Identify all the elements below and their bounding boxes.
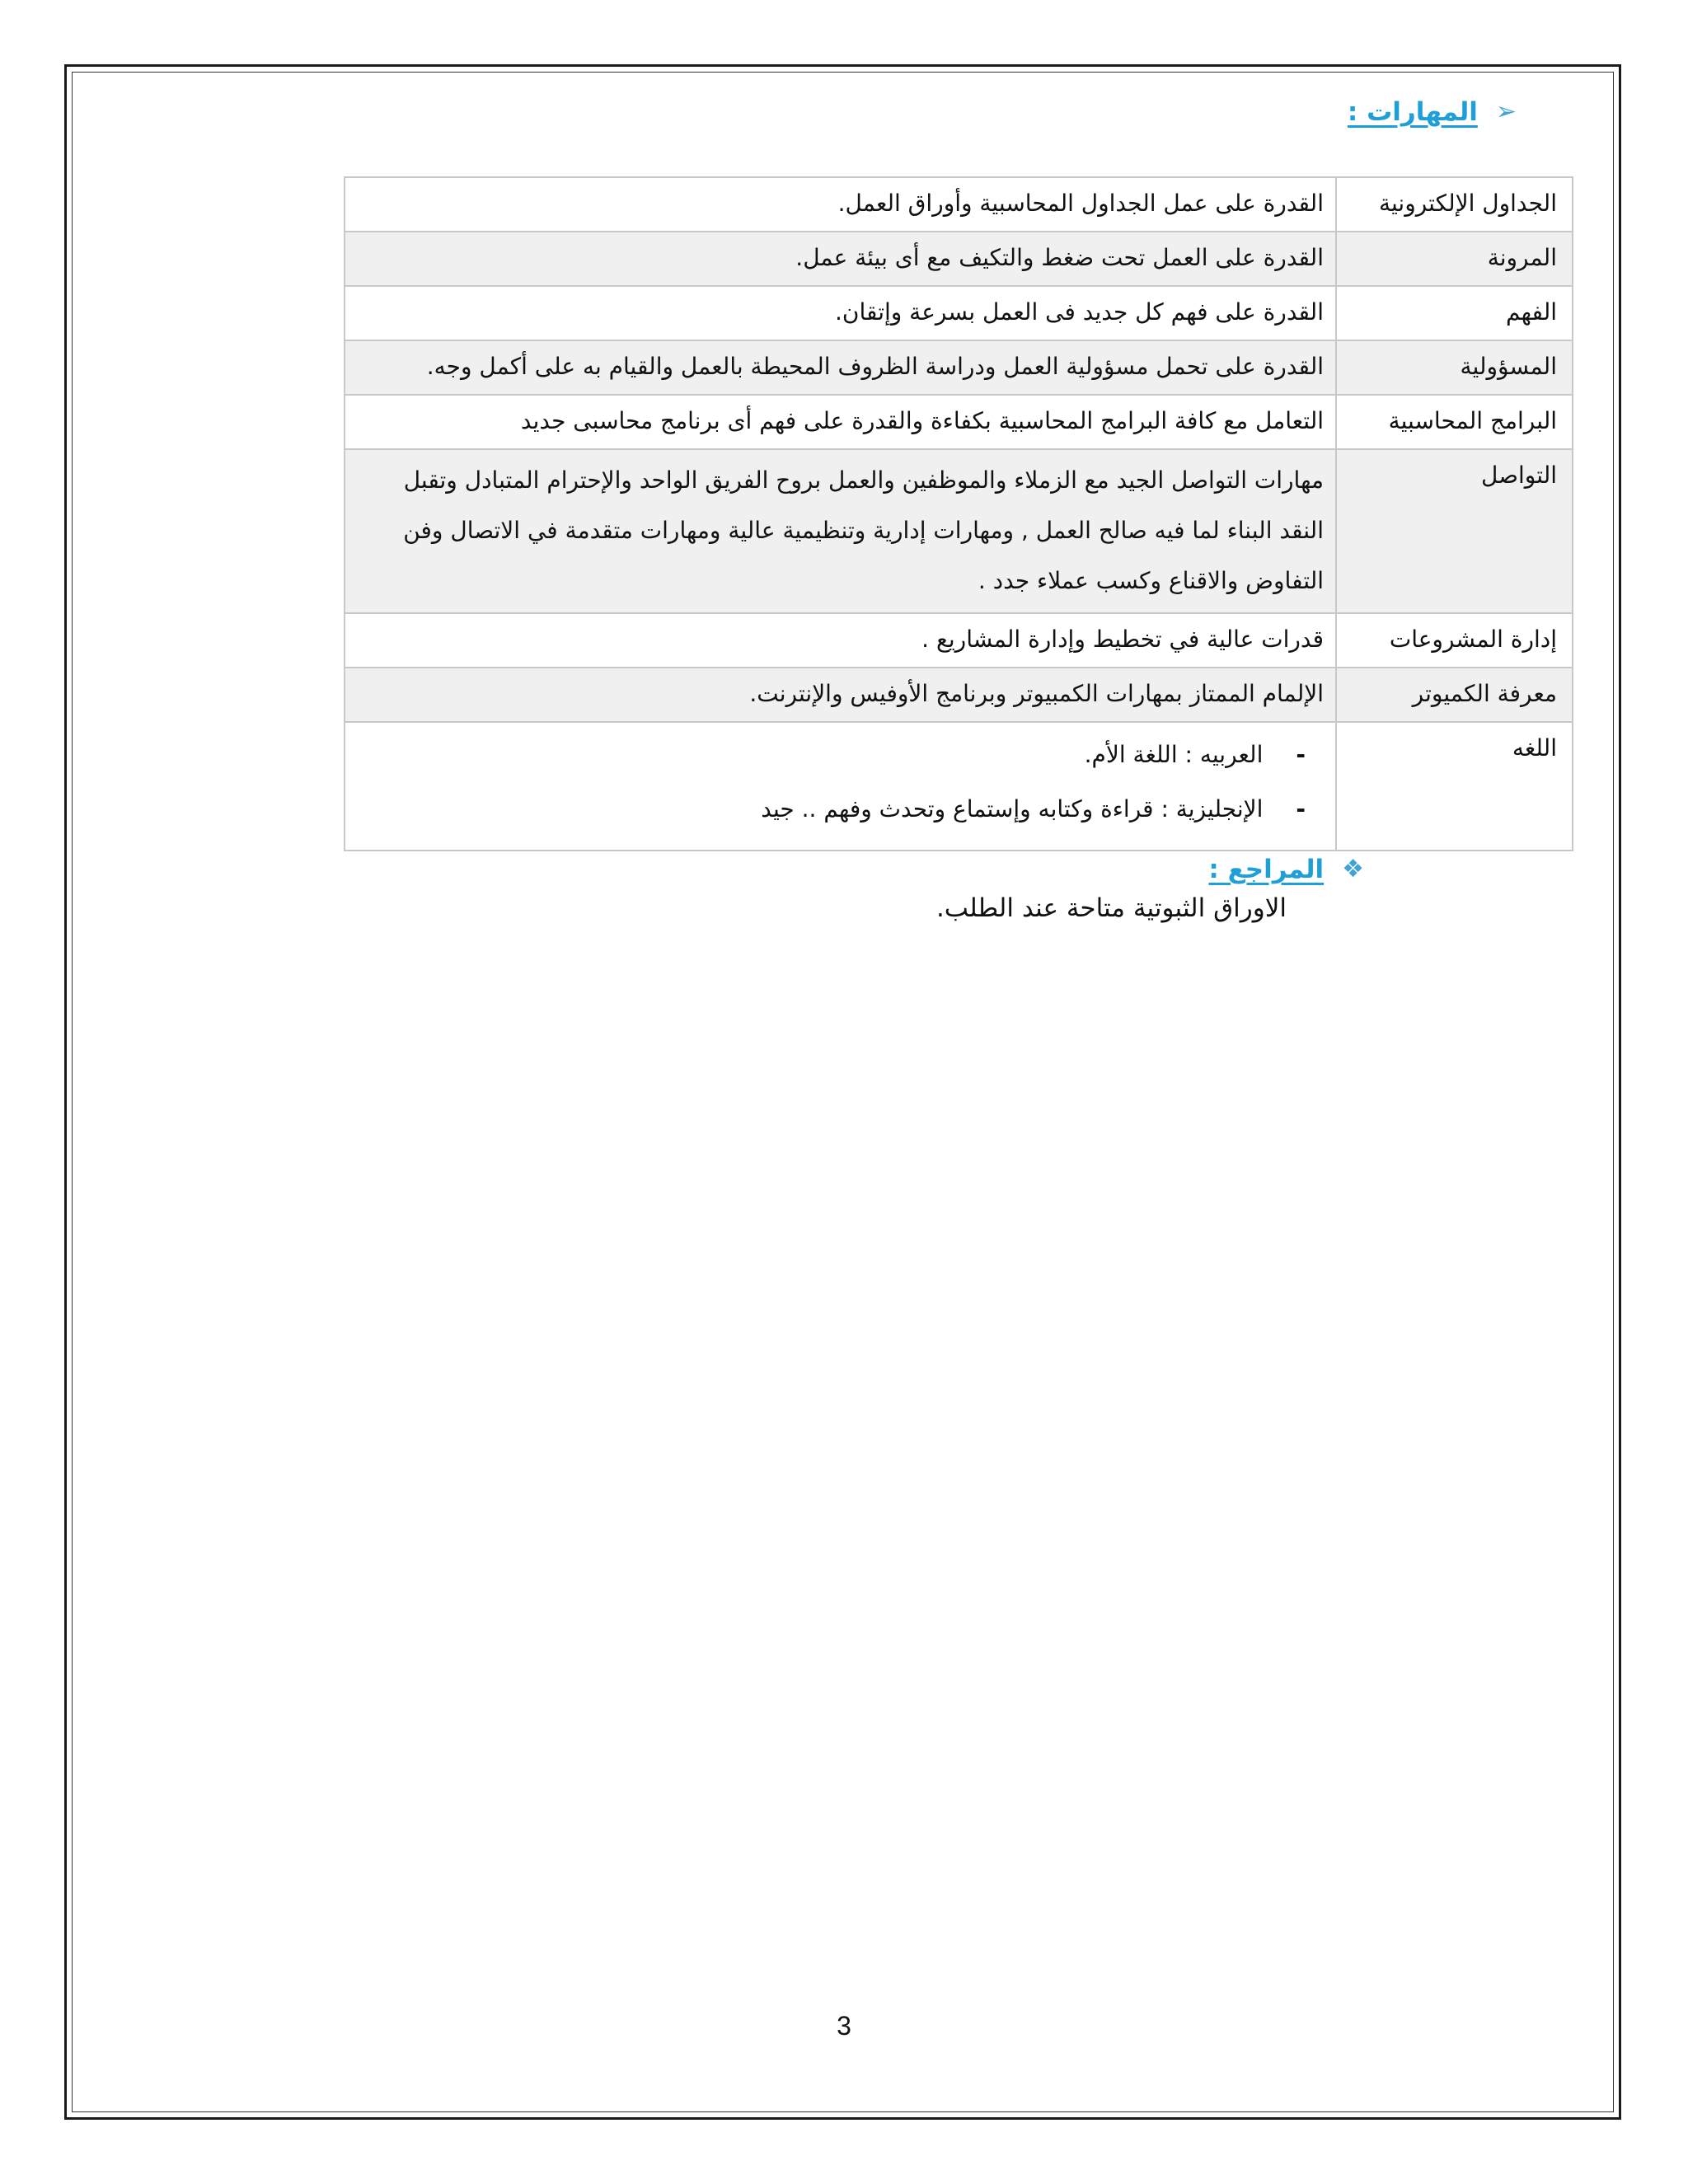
language-cell: [345, 722, 1336, 851]
table-row: [345, 286, 1573, 340]
skill-label: البرامج المحاسبية: [1336, 395, 1573, 449]
skill-description: القدرة على تحمل مسؤولية العمل ودراسة الظروف المحيطة بالعمل والقيام به على أكمل وجه.: [345, 340, 1336, 395]
skill-label: معرفة الكميوتر: [1336, 668, 1573, 722]
table-row: [345, 340, 1573, 395]
skills-heading-text: المهارات :: [1347, 97, 1478, 127]
table-row: [345, 395, 1573, 449]
arrow-bullet-icon: ➢: [1495, 97, 1517, 126]
skills-table: [344, 176, 1573, 851]
skill-label: الفهم: [1336, 286, 1573, 340]
references-heading: [1208, 855, 1364, 884]
skill-description: القدرة على عمل الجداول المحاسبية وأوراق العمل.: [345, 177, 1336, 232]
skill-label: إدارة المشروعات: [1336, 613, 1573, 668]
diamond-bullet-icon: ❖: [1342, 855, 1364, 883]
table-row: [345, 613, 1573, 668]
table-row: [345, 232, 1573, 286]
language-item: الإنجليزية : قراءة وكتابه وإستماع وتحدث وفهم .. جيد: [761, 795, 1264, 823]
skill-label: الجداول الإلكترونية: [1336, 177, 1573, 232]
list-item: [357, 728, 1306, 782]
references-text: الاوراق الثبوتية متاحة عند الطلب.: [935, 893, 1287, 923]
table-row: [345, 668, 1573, 722]
skill-label: المسؤولية: [1336, 340, 1573, 395]
references-heading-text: المراجع :: [1208, 855, 1325, 884]
skill-description: الإلمام الممتاز بمهارات الكمبيوتر وبرنامج الأوفيس والإنترنت.: [345, 668, 1336, 722]
skill-label: اللغه: [1336, 722, 1573, 851]
dash-bullet: -: [1296, 741, 1306, 768]
dash-bullet: -: [1296, 795, 1306, 823]
skill-description: مهارات التواصل الجيد مع الزملاء والموظفين والعمل بروح الفريق الواحد والإحترام المتبادل وتقبل النقد البناء لما فيه صالح العمل , ومهارات إدارية وتنظيمية عالية ومهارات متقدمة في الاتصال وفن التفاوض والاقناع وكسب عملاء جدد .: [345, 449, 1336, 613]
skill-description: التعامل مع كافة البرامج المحاسبية بكفاءة والقدرة على فهم أى برنامج محاسبى جديد: [345, 395, 1336, 449]
skill-description: القدرة على العمل تحت ضغط والتكيف مع أى بيئة عمل.: [345, 232, 1336, 286]
language-list: [357, 728, 1324, 843]
page-number: 3: [837, 2011, 851, 2041]
list-item: [357, 782, 1306, 837]
language-item: العربيه : اللغة الأم.: [1084, 741, 1264, 768]
skill-label: المرونة: [1336, 232, 1573, 286]
skill-description: القدرة على فهم كل جديد فى العمل بسرعة وإتقان.: [345, 286, 1336, 340]
table-row: [345, 722, 1573, 851]
skills-heading: [1348, 97, 1517, 127]
skill-description: قدرات عالية في تخطيط وإدارة المشاريع .: [345, 613, 1336, 668]
skill-label: التواصل: [1336, 449, 1573, 613]
table-row: [345, 449, 1573, 613]
table-row: [345, 177, 1573, 232]
